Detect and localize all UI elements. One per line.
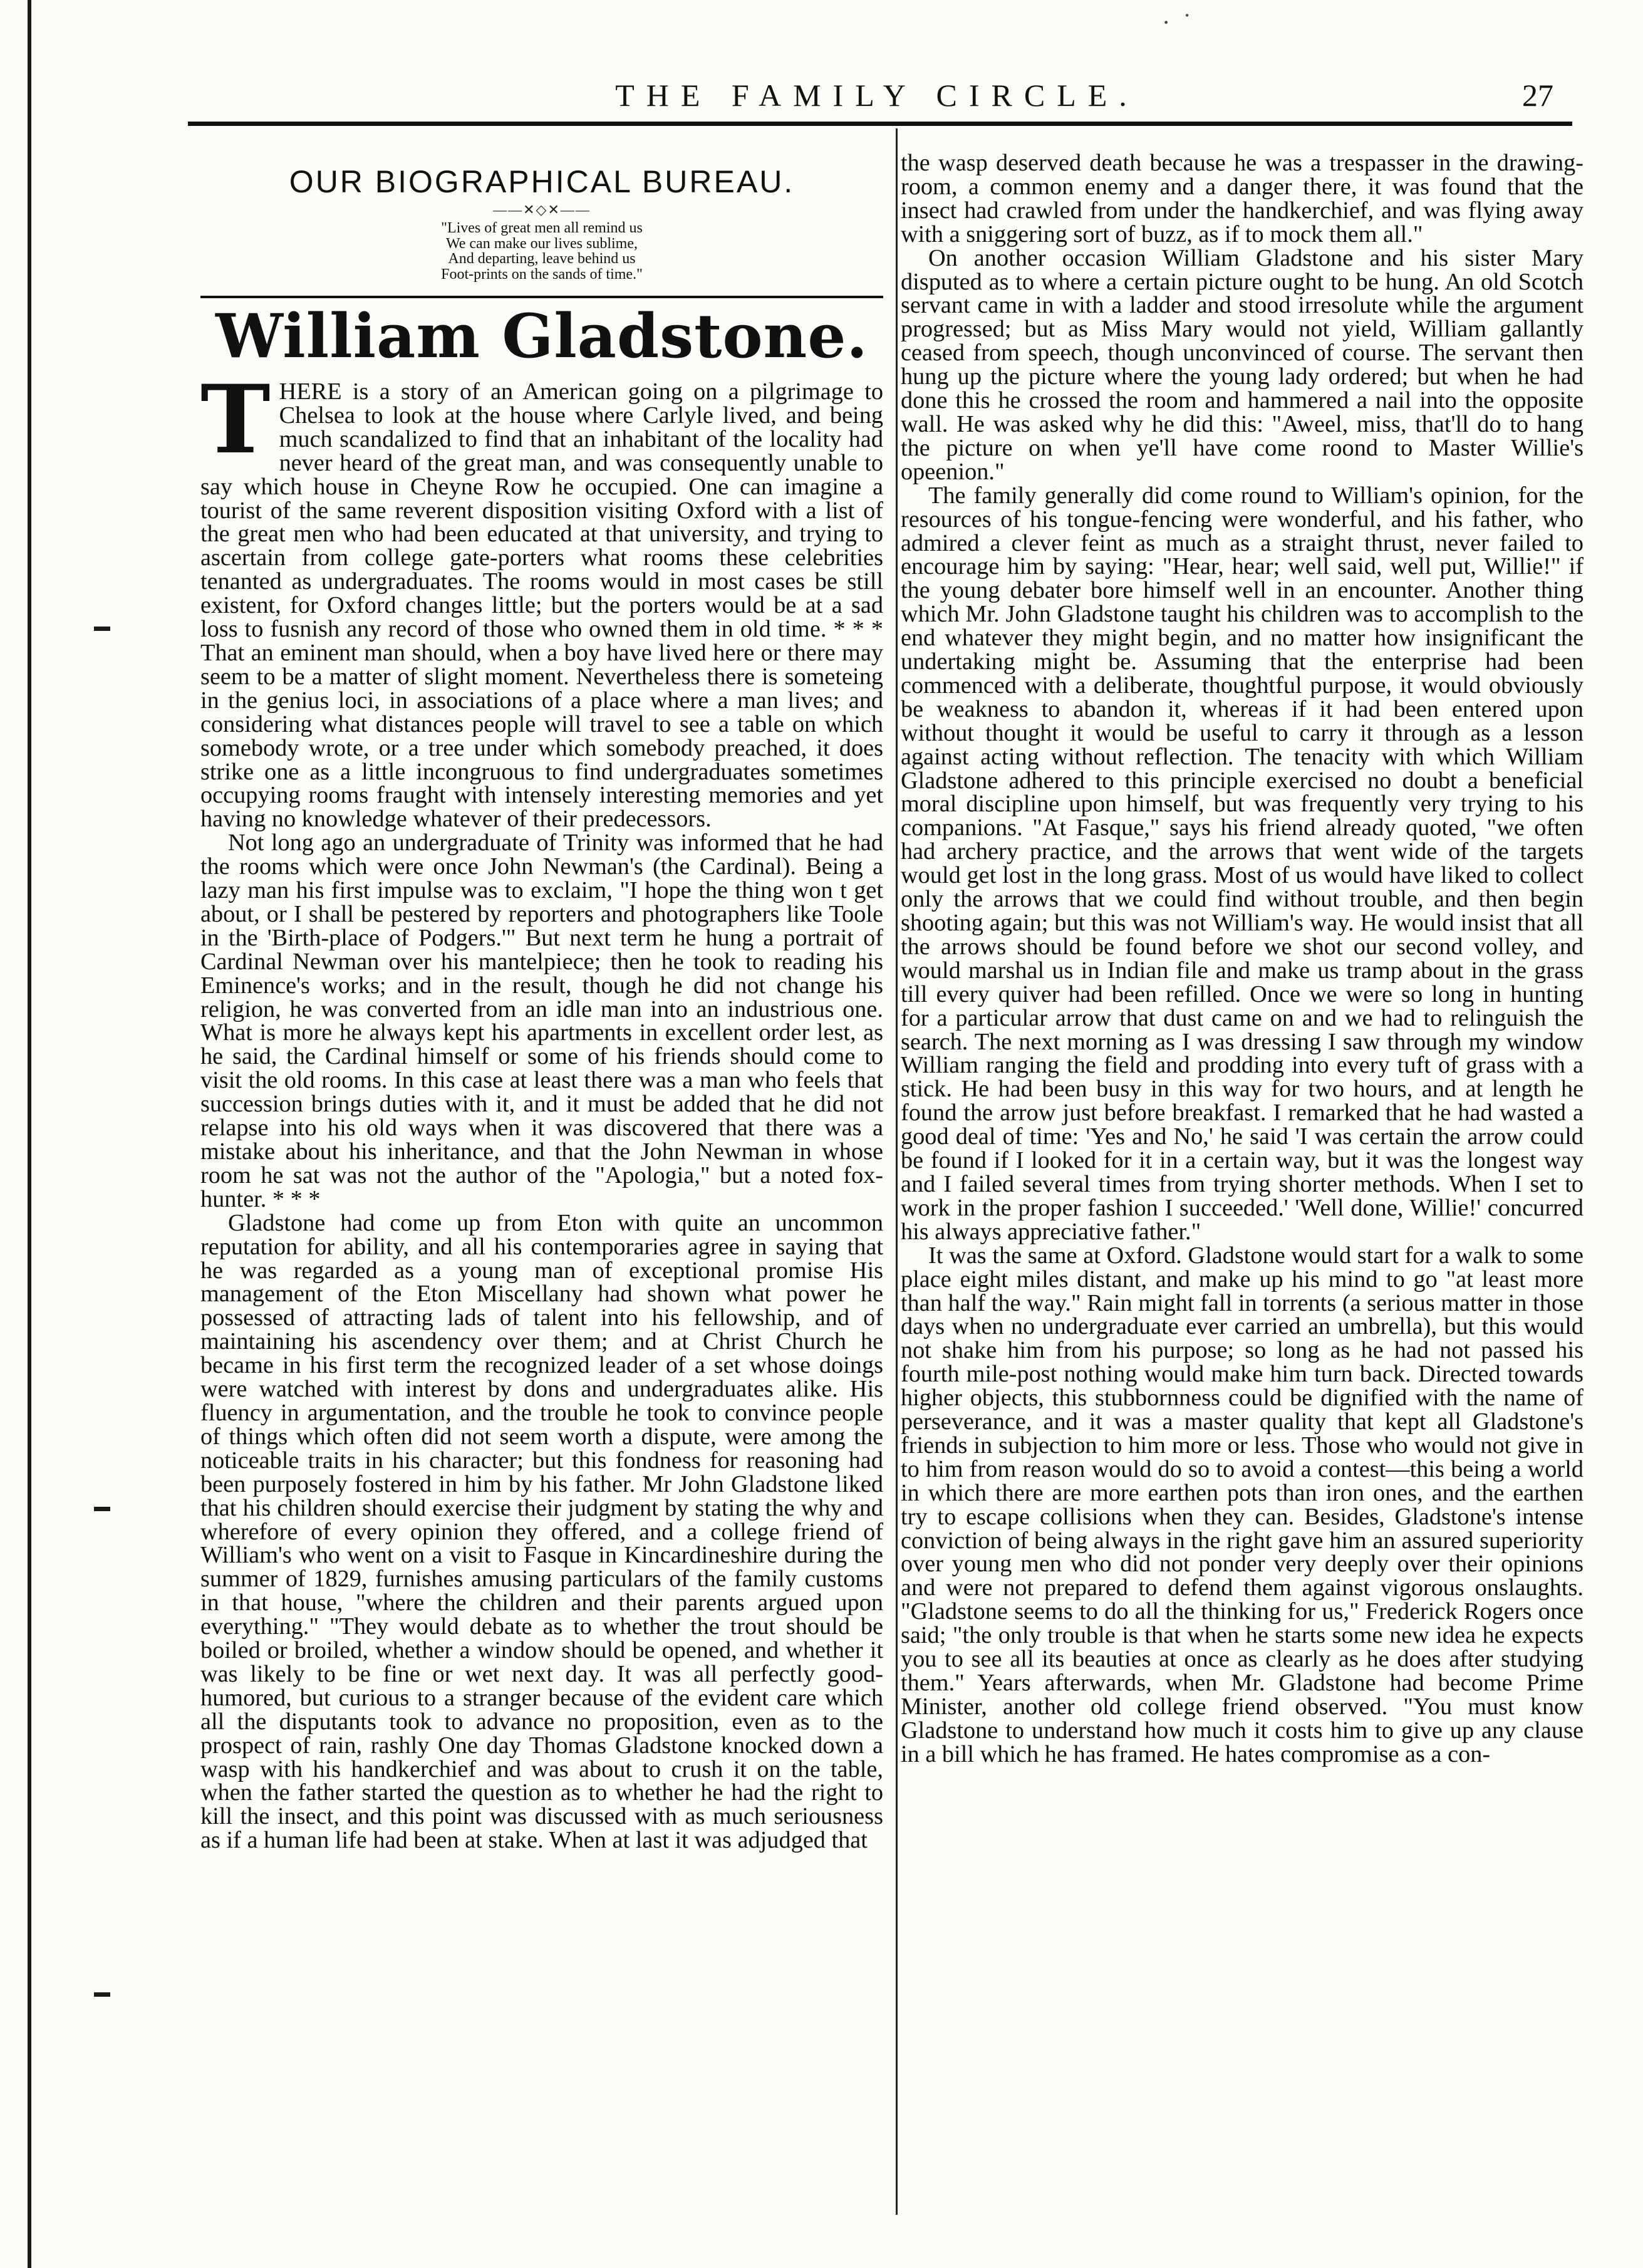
right-column — [901, 152, 1583, 2213]
epigraph-line: Foot-prints on the sands of time." — [441, 266, 643, 283]
left-column — [200, 150, 883, 2212]
running-title: THE FAMILY CIRCLE. — [615, 78, 1139, 113]
margin-mark — [94, 627, 110, 631]
article-paragraph: Not long ago an undergraduate of Trinity was informed that he had the rooms which were once John Newman's (the Cardinal). Being a lazy man his first impulse was to exclaim, "I hope the thing won t get about, or I shall be pestered by reporters and photographers like Toole in the 'Birth-place of Podgers.'" But next term he hung a portrait of Cardinal Newman over his mantelpiece; then he took to reading his Eminence's works; and in the result, though he did not change his religion, he was converted from an idle man into an industrious one. What is more he always kept his apartments in excellent order lest, as he said, the Cardinal himself or some of his friends should come to visit the old rooms. In this case at least there was a man who feels that succession brings duties with it, and it must be added that he did not relapse into his old ways when it was discovered that there was a mistake about his inheritance, and that the John Newman in whose room he sat was not the author of the "Apologia," but a noted fox-hunter. * * * — [200, 830, 883, 1212]
margin-mark — [94, 1992, 110, 1997]
article-paragraph — [200, 365, 883, 833]
running-header — [188, 76, 1566, 114]
article-title: William Gladstone. — [215, 301, 868, 372]
section-title: OUR BIOGRAPHICAL BUREAU. — [289, 164, 795, 199]
paragraph-text: HERE is a story of an American going on a pilgrimage to Chelsea to look at the house where Carlyle lived, and being much scandalized to find that an inhabitant of the locality had never heard of the great man, and was consequently unable to say which house in Cheyne Row he occupied. One can imagine a tourist of the same reverent disposition visiting Oxford with a list of the great men who had been educated at that university, and trying to ascertain from college gate-porters what rooms these celebrities tenanted as undergraduates. The rooms would in most cases be still existent, for Oxford changes little; but the porters would be at a sad loss to fusnish any record of those who owned them in old time. * * * That an eminent man should, when a boy have lived here or there may seem to be a matter of slight moment. Nevertheless there is someteing in the genius loci, in associations of a place where a man lives; and considering what distances people will travel to see a table on which somebody wrote, or a tree under which somebody preached, it does strike one as a little incongruous to find undergraduates sometimes occupying rooms fraught with intensely interesting memories and yet having no knowledge whatever of their predecessors. — [200, 378, 883, 833]
epigraph-line: "Lives of great men all remind us — [441, 220, 643, 236]
page-number: 27 — [1522, 78, 1553, 113]
epigraph — [200, 221, 883, 282]
article-paragraph: On another occasion William Gladstone and his sister Mary disputed as to where a certain picture ought to be hung. An old Scotch servant came in with a ladder and stood irresolute while the argument progressed; but as Miss Mary would not yield, William gallantly ceased from speech, though unconvinced of course. The servant then hung up the picture where the young lady ordered; but when he had done this he crossed the room and hammered a nail into the opposite wall. He was asked why he did this: "Aweel, miss, that'll do to hang the picture on when ye'll have come roond to Master Willie's opeenion." — [901, 244, 1583, 485]
drop-cap: T — [200, 365, 271, 475]
article-paragraph: It was the same at Oxford. Gladstone would start for a walk to some place eight miles distant, and make up his mind to go "at least more than half the way." Rain might fall in torrents (a serious matter in those days when no undergraduate ever carried an umbrella), but this would not shake him from his purpose; so long as he had not passed his fourth mile-post nothing would make him turn back. Directed towards higher objects, this stubbornness could be dignified with the name of perseverance, and it was a master quality that kept all Gladstone's friends in subjection to him more or less. Those who would not give in to him from reason would do so to avoid a contest—this being a world in which there are more earthen pots than iron ones, and the earthen try to escape collisions when they can. Besides, Gladstone's intense conviction of being always in the right gave him an assured superiority over young men who did not ponder very deeply over their opinions and were not prepared to defend them against vigorous onslaughts. "Gladstone seems to do all the thinking for us," Frederick Rogers once said; "the only trouble is that when he starts some new idea he expects you to see all its beauties at once as clearly as he does after studying them." Years afterwards, when Mr. Gladstone had become Prime Minister, another old college friend observed. "You must know Gladstone to understand how much it costs him to give up any clause in a bill which he has framed. He hates compromise as a con- — [901, 1242, 1583, 1767]
epigraph-line: And departing, leave behind us — [448, 251, 636, 267]
section-heading — [200, 163, 883, 296]
section-rule — [200, 296, 883, 298]
article-paragraph: Gladstone had come up from Eton with quite an uncommon reputation for ability, and all his contemporaries agree in saying that he was regarded as a young man of exceptional promise His management of the Eton Miscellany had shown what power he possessed of attracting lads of talent into his fellowship, and of maintaining his ascendency over them; and at Christ Church he became in his first term the recognized leader of a set whose doings were watched with interest by dons and undergraduates alike. His fluency in argumentation, and the trouble he took to convince people of things which often did not seem worth a dispute, were among the noticeable traits in his character; but this fondness for reasoning had been purposely fostered in him by his father. Mr John Gladstone liked that his children should exercise their judgment by stating the why and wherefore of every opinion they offered, and a college friend of William's who went on a visit to Fasque in Kincardineshire during the summer of 1829, furnishes amusing particulars of the family customs in that house, "where the children and their parents argued upon everything." "They would debate as to whether the trout should be boiled or broiled, whether a window should be opened, and whether it was likely to be fine or wet next day. It was all perfectly good-humored, but curious to a stranger because of the evident care which all the disputants took to advance no proposition, even as to the prospect of rain, rashly One day Thomas Gladstone knocked down a wasp with his handkerchief and was about to crush it on the table, when the father started the question as to whether he had the right to kill the insect, and this point was discussed with as much seriousness as if a human life had been at stake. When at last it was adjudged that — [200, 1209, 883, 1854]
margin-mark — [94, 1507, 110, 1511]
speck-marks: · ˙ — [1162, 8, 1191, 36]
article-paragraph: the wasp deserved death because he was a trespasser in the drawing-room, a common enemy and a danger there, it was found that the insect had crawled from under the handkerchief, and was flying away with a sniggering sort of buzz, as if to mock them all." — [901, 152, 1583, 247]
page-edge-line — [28, 0, 31, 2268]
ornament-divider: ——✕◇✕—— — [493, 202, 591, 217]
column-divider — [896, 128, 898, 2215]
epigraph-line: We can make our lives sublime, — [446, 235, 638, 252]
article-paragraph: The family generally did come round to William's opinion, for the resources of his tongue-fencing were wonderful, and his father, who admired a clever feint as much as a straight thrust, never failed to encourage him by saying: "Hear, hear; well said, well put, Willie!" if the young debater bore himself well in an encounter. Another thing which Mr. John Gladstone taught his children was to accomplish to the end whatever they might begin, and no matter how insignificant the undertaking might be. Assuming that the enterprise had been commenced with a deliberate, thoughtful purpose, it would obviously be weakness to abandon it, whereas if it had been entered upon without thought it would be useful to carry it through as a lesson against acting without reflection. The tenacity with which William Gladstone adhered to this principle exercised no doubt a beneficial moral discipline upon himself, but was frequently very trying to his companions. "At Fasque," says his friend already quoted, "we often had archery practice, and the arrows that went wide of the targets would get lost in the long grass. Most of us would have liked to collect only the arrows that we could find without trouble, and then begin shooting again; but this was not William's way. He would insist that all the arrows should be found before we shot our second volley, and would marshal us in Indian file and make us tramp about in the grass till every quiver had been refilled. Once we were so long in hunting for a particular arrow that dust came on and we had to relinguish the search. The next morning as I was dressing I saw through my window William ranging the field and prodding into every tuft of grass with a stick. He had been busy in this way for two hours, and at length he found the arrow just before breakfast. I remarked that he had wasted a good deal of time: 'Yes and No,' he said 'I was certain the arrow could be found if I looked for it in a certain way, but it was the longest way and I failed several times from trying shorter methods. When I set to work in the proper fashion I succeeded.' 'Well done, Willie!' concurred his always appreciative father." — [901, 482, 1583, 1245]
header-rule — [188, 122, 1572, 126]
